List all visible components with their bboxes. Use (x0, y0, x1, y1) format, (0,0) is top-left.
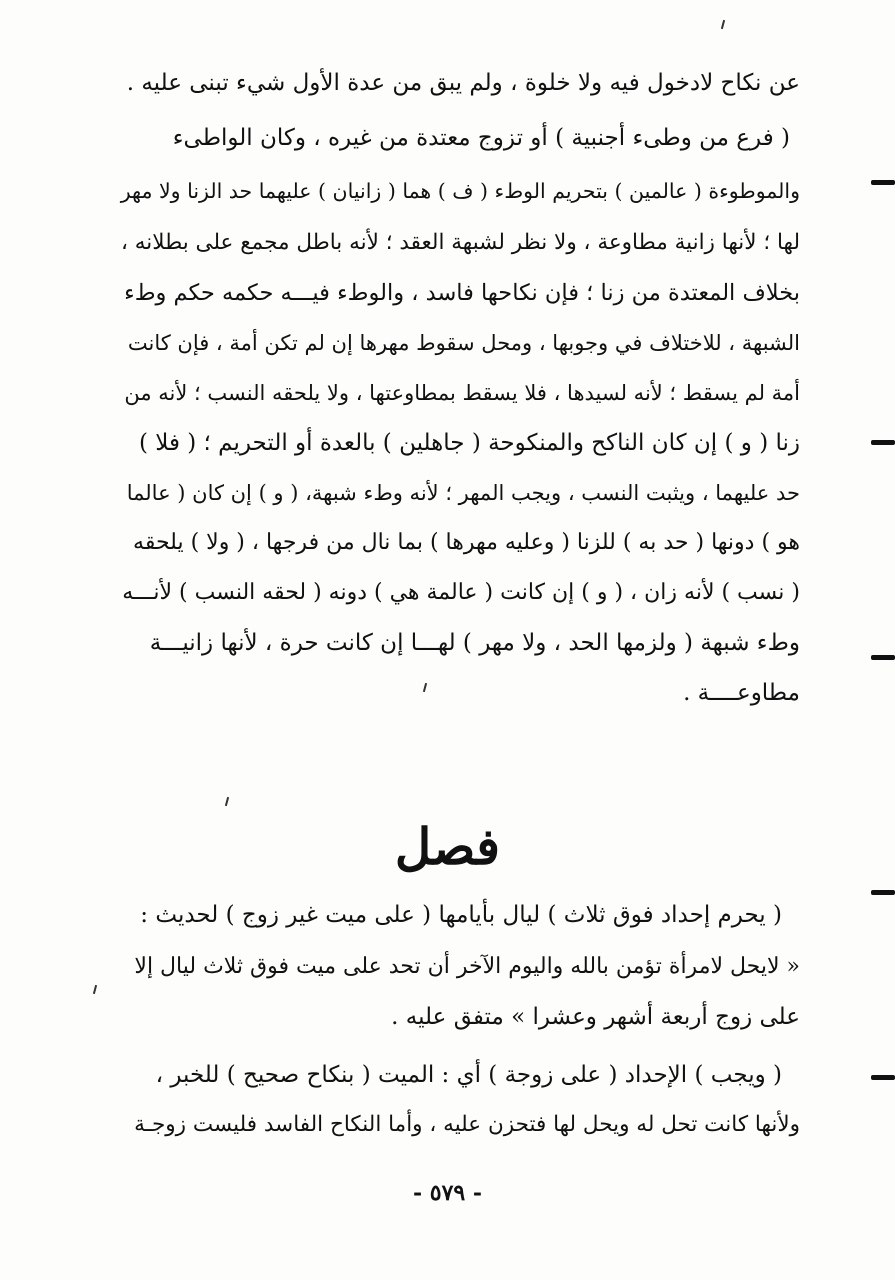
text-line: ( نسب ) لأنه زان ، ( و ) إن كانت ( عالمة هي ) دونه ( لحقه النسب ) لأنـــه (122, 580, 800, 605)
text-line: مطاوعــــة . (683, 680, 800, 706)
text-line: الشبهة ، للاختلاف في وجوبها ، ومحل سقوط مهرها إن لم تكن أمة ، فإن كانت (127, 331, 800, 355)
text-line: على زوج أربعة أشهر وعشرا » متفق عليه . (391, 1004, 800, 1030)
text-line: ( ويجب ) الإحداد ( على زوجة ) أي : الميت ( بنكاح صحيح ) للخبر ، (155, 1062, 782, 1088)
scan-speck (721, 20, 725, 29)
paragraph-2 (120, 900, 800, 1150)
text-line: عن نكاح لادخول فيه ولا خلوة ، ولم يبق من عدة الأول شيء تبنى عليه . (126, 70, 800, 96)
text-line: ( فرع من وطىء أجنبية ) أو تزوج معتدة من غيره ، وكان الواطىء (172, 125, 790, 151)
text-line: ولأنها كانت تحل له ويحل لها فتحزن عليه ، وأما النكاح الفاسد فليست زوجـة (134, 1112, 800, 1137)
text-line: بخلاف المعتدة من زنا ؛ فإن نكاحها فاسد ، والوطء فيـــه حكمه حكم وطء (124, 280, 800, 306)
text-line: أمة لم يسقط ؛ لأنه لسيدها ، فلا يسقط بمطاوعتها ، ولا يلحقه النسب ؛ لأنه من (124, 381, 800, 405)
margin-mark (871, 890, 895, 895)
text-line: وطء شبهة ( ولزمها الحد ، ولا مهر ) لهـــا إن كانت حرة ، لأنها زانيـــة (149, 630, 800, 656)
text-line: زنا ( و ) إن كان الناكح والمنكوحة ( جاهلين ) بالعدة أو التحريم ؛ ( فلا ) (138, 430, 800, 456)
margin-mark (871, 1075, 895, 1080)
scan-speck (225, 797, 229, 806)
text-line: لها ؛ لأنها زانية مطاوعة ، ولا نظر لشبهة العقد ؛ لأنه باطل مجمع على بطلانه ، (120, 230, 800, 255)
margin-mark (871, 655, 895, 660)
text-line: ( يحرم إحداد فوق ثلاث ) ليال بأيامها ( على ميت غير زوج ) لحديث : (140, 902, 782, 928)
text-line: هو ) دونها ( حد به ) للزنا ( وعليه مهرها ) بما نال من فرجها ، ( ولا ) يلحقه (133, 530, 800, 555)
text-line: والموطوءة ( عالمين ) بتحريم الوطء ( ف ) هما ( زانيان ) عليهما حد الزنا ولا مهر (120, 179, 800, 203)
text-line: « لايحل لامرأة تؤمن بالله واليوم الآخر أن تحد على ميت فوق ثلاث ليال إلا (134, 954, 800, 979)
section-heading: فصل (394, 817, 501, 876)
margin-mark (871, 180, 895, 185)
text-line: حد عليهما ، ويثبت النسب ، ويجب المهر ؛ لأنه وطء شبهة، ( و ) إن كان ( عالما (126, 481, 800, 505)
paragraph-1 (120, 68, 800, 728)
page-number: - ٥٧٩ - (412, 1180, 483, 1206)
scan-speck (93, 985, 97, 994)
margin-mark (871, 440, 895, 445)
